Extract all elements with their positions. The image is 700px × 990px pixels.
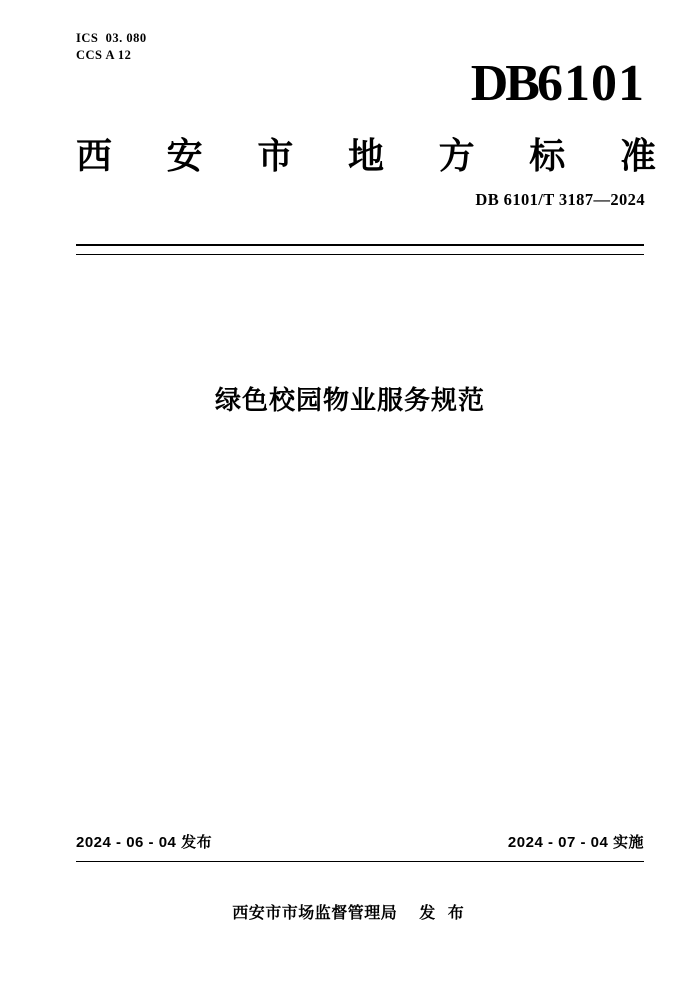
divider-top-thin bbox=[76, 254, 644, 255]
issuer-name: 西安市市场监督管理局 bbox=[232, 905, 398, 922]
standard-type-char-3: 地 bbox=[347, 135, 384, 176]
standard-type-char-2: 市 bbox=[257, 135, 294, 176]
standard-type-char-4: 方 bbox=[438, 135, 475, 176]
standard-type-title bbox=[76, 128, 656, 179]
release-date: 2024 - 06 - 04 发布 bbox=[76, 834, 213, 851]
standard-type-char-0: 西 bbox=[76, 135, 113, 176]
standard-type-char-1: 安 bbox=[166, 135, 203, 176]
issue-label: 发 布 bbox=[419, 905, 468, 922]
divider-bottom bbox=[76, 861, 644, 862]
date-row bbox=[76, 831, 644, 852]
standard-number: DB 6101/T 3187—2024 bbox=[475, 190, 645, 209]
standard-logo-number: 6101 bbox=[537, 55, 645, 112]
standard-type-char-6: 准 bbox=[619, 135, 656, 176]
ics-code: ICS 03. 080 bbox=[76, 31, 147, 45]
divider-top-thick bbox=[76, 244, 644, 246]
standard-logo-prefix: DB bbox=[470, 55, 537, 112]
standard-type-char-5: 标 bbox=[529, 135, 566, 176]
implement-date: 2024 - 07 - 04 实施 bbox=[507, 834, 644, 851]
classification-codes bbox=[76, 30, 147, 64]
standard-logo bbox=[470, 55, 645, 112]
issuer-row bbox=[0, 900, 700, 923]
page-title: 绿色校园物业服务规范 bbox=[214, 385, 485, 415]
ccs-code: CCS A 12 bbox=[76, 48, 132, 62]
